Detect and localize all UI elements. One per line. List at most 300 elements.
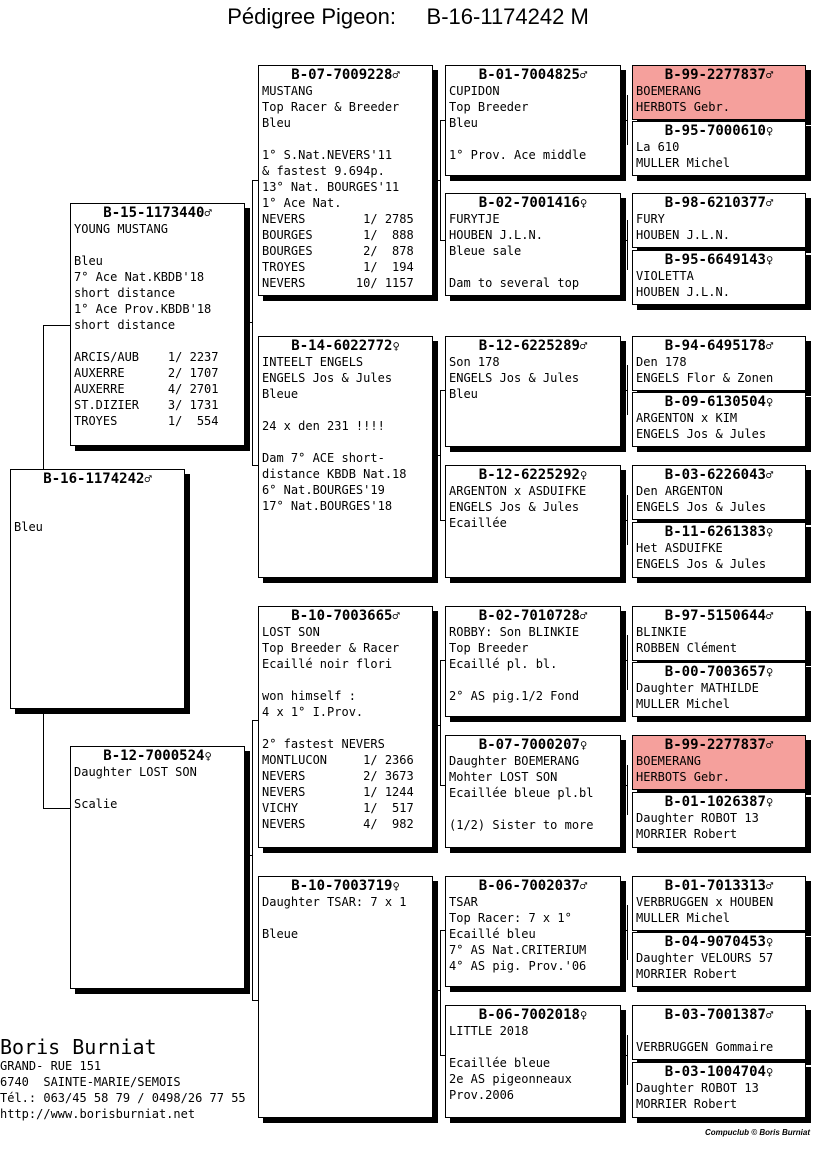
pigeon-card-g7	[632, 465, 806, 520]
connector	[620, 785, 628, 786]
connector	[620, 390, 628, 391]
detail-line: Dam 7° ACE short-	[262, 451, 385, 465]
ring-code: B-14-6022772	[291, 338, 393, 354]
ring-number	[633, 394, 805, 410]
detail-line	[262, 402, 432, 418]
pigeon-card-g16	[632, 1062, 806, 1118]
detail-line: Top Breeder	[449, 100, 529, 114]
detail-line: ARGENTON x ASDUIFKE	[449, 484, 587, 498]
detail-line: MULLER Michel	[636, 156, 730, 170]
pigeon-card-sdd	[445, 465, 621, 578]
connector	[627, 635, 628, 690]
detail-line: Bleue	[262, 387, 299, 401]
ring-code: B-06-7002037	[478, 878, 580, 894]
detail-line: ENGELS Jos & Jules	[636, 427, 767, 441]
connector	[432, 725, 441, 726]
detail-line: won himself :	[262, 689, 356, 703]
pigeon-details	[633, 624, 805, 656]
detail-line: Het ASDUIFKE	[636, 541, 723, 555]
pigeon-details	[633, 211, 805, 243]
ring-code: B-01-7013313	[664, 878, 766, 894]
detail-line: distance KBDB Nat.18	[262, 467, 407, 481]
detail-line: Ecaillée	[449, 516, 507, 530]
pigeon-card-g1	[632, 65, 806, 120]
detail-line: 2e AS pigeonneaux	[449, 1072, 572, 1086]
sex-icon: ♂	[765, 468, 774, 482]
detail-line: MUSTANG	[262, 84, 313, 98]
ring-number	[633, 608, 805, 624]
pigeon-card-g15	[632, 1005, 806, 1060]
pigeon-card-subject	[10, 469, 185, 709]
connector	[252, 720, 253, 1000]
detail-line: TROYES 1/ 554	[74, 414, 219, 428]
detail-line: ROBBY: Son BLINKIE	[449, 625, 580, 639]
detail-line	[449, 259, 620, 275]
sex-icon: ♂	[765, 1008, 774, 1022]
detail-line	[449, 1039, 620, 1055]
detail-line: HOUBEN J.L.N.	[449, 228, 543, 242]
pigeon-card-ssd	[445, 193, 621, 296]
sex-icon: ♀	[765, 665, 774, 679]
ring-code: B-12-6225289	[478, 338, 580, 354]
pigeon-card-g4	[632, 250, 806, 305]
detail-line: ST.DIZIER 3/ 1731	[74, 398, 219, 412]
detail-line	[262, 434, 432, 450]
pigeon-details	[446, 894, 620, 974]
connector	[440, 930, 441, 1055]
detail-line: 13° Nat. BOURGES'11	[262, 180, 400, 194]
pigeon-details	[71, 221, 244, 429]
detail-line: BOURGES 2/ 878	[262, 244, 414, 258]
ring-number	[633, 1064, 805, 1080]
ring-number	[11, 471, 184, 487]
sex-icon: ♀	[392, 339, 400, 353]
pigeon-card-g3	[632, 193, 806, 248]
pigeon-card-sire	[70, 203, 245, 446]
sex-icon: ♂	[765, 879, 774, 893]
detail-line: Ecaillé pl. bl.	[449, 657, 558, 671]
pigeon-details	[633, 1023, 805, 1055]
connector	[440, 660, 441, 785]
sex-icon: ♂	[144, 472, 152, 486]
ring-code: B-03-6226043	[664, 467, 766, 483]
detail-line: ENGELS Jos & Jules	[636, 557, 767, 571]
detail-line	[74, 780, 244, 796]
detail-line: INTEELT ENGELS	[262, 355, 364, 369]
detail-line: MORRIER Robert	[636, 827, 738, 841]
detail-line: HERBOTS Gebr.	[636, 770, 730, 784]
ring-number	[446, 67, 620, 83]
detail-line: ENGELS Jos & Jules	[449, 500, 580, 514]
detail-line: 6° Nat.BOURGES'19	[262, 483, 385, 497]
sex-icon: ♂	[579, 609, 588, 623]
sex-icon: ♂	[765, 196, 774, 210]
pigeon-details	[446, 1023, 620, 1103]
ring-code: B-12-6225292	[478, 467, 580, 483]
detail-line: 7° AS Nat.CRITERIUM	[449, 943, 587, 957]
pigeon-details	[259, 894, 432, 942]
ring-number	[633, 934, 805, 950]
pigeon-card-g2	[632, 121, 806, 176]
detail-line: VIOLETTA	[636, 269, 694, 283]
pigeon-details	[446, 83, 620, 163]
pigeon-details	[633, 950, 805, 982]
detail-line: short distance	[74, 286, 176, 300]
detail-line	[74, 333, 244, 349]
connector	[620, 930, 628, 931]
pigeon-details	[446, 354, 620, 402]
detail-line: Scalie	[74, 797, 118, 811]
detail-line: Dam to several top	[449, 276, 580, 290]
detail-line: (1/2) Sister to more	[449, 818, 594, 832]
connector	[43, 808, 71, 809]
detail-line: Ecaillé noir flori	[262, 657, 393, 671]
sex-icon: ♂	[765, 68, 774, 82]
detail-line: BOURGES 1/ 888	[262, 228, 414, 242]
ring-number	[633, 794, 805, 810]
sex-icon: ♂	[204, 206, 212, 220]
ring-code: B-04-9070453	[664, 934, 766, 950]
detail-line: YOUNG MUSTANG	[74, 222, 168, 236]
detail-line: NEVERS 1/ 2785	[262, 212, 414, 226]
detail-line: Daughter ROBOT 13	[636, 1081, 759, 1095]
detail-line: ENGELS Jos & Jules	[449, 371, 580, 385]
ring-number	[633, 252, 805, 268]
detail-line: Daughter BOEMERANG	[449, 754, 580, 768]
pigeon-card-g14	[632, 932, 806, 987]
pigeon-card-sds	[445, 336, 621, 447]
pigeon-card-dss	[445, 606, 621, 717]
detail-line: 1° Ace Nat.	[262, 196, 342, 210]
sex-icon: ♀	[392, 879, 400, 893]
pigeon-card-sd	[258, 336, 433, 578]
pigeon-card-dds	[445, 876, 621, 987]
ring-code: B-02-7001416	[478, 195, 580, 211]
sex-icon: ♀	[765, 124, 774, 138]
ring-code: B-03-1004704	[664, 1064, 766, 1080]
sex-icon: ♂	[579, 68, 588, 82]
ring-number	[71, 205, 244, 221]
detail-line: Daughter TSAR: 7 x 1	[262, 895, 407, 909]
sex-icon: ♀	[579, 196, 588, 210]
pigeon-card-dsd	[445, 735, 621, 848]
detail-line: HOUBEN J.L.N.	[636, 285, 730, 299]
detail-line	[262, 672, 432, 688]
pigeon-card-dd	[258, 876, 433, 1118]
sex-icon: ♀	[579, 738, 588, 752]
detail-line: Bleu	[449, 116, 478, 130]
ring-number	[446, 338, 620, 354]
detail-line: CUPIDON	[449, 84, 500, 98]
detail-line: BOEMERANG	[636, 84, 702, 98]
detail-line: LITTLE 2018	[449, 1024, 529, 1038]
detail-line: Ecaillée bleue pl.bl	[449, 786, 594, 800]
detail-line: NEVERS 10/ 1157	[262, 276, 414, 290]
detail-line: VERBRUGGEN x HOUBEN	[636, 895, 774, 909]
ring-code: B-15-1173440	[103, 205, 205, 221]
connector	[620, 240, 628, 241]
detail-line: ARGENTON x KIM	[636, 411, 738, 425]
detail-line: Den ARGENTON	[636, 484, 723, 498]
pigeon-card-g10	[632, 662, 806, 717]
pigeon-details	[446, 624, 620, 704]
pigeon-details	[633, 410, 805, 442]
detail-line: NEVERS 2/ 3673	[262, 769, 414, 783]
pigeon-card-g13	[632, 876, 806, 931]
sex-icon: ♀	[765, 395, 774, 409]
sex-icon: ♀	[204, 749, 212, 763]
detail-line: TROYES 1/ 194	[262, 260, 414, 274]
sex-icon: ♂	[765, 609, 774, 623]
connector	[627, 220, 628, 270]
connector	[627, 765, 628, 815]
pigeon-details	[633, 810, 805, 842]
connector	[432, 990, 441, 991]
detail-line: Daughter VELOURS 57	[636, 951, 774, 965]
detail-line: Prov.2006	[449, 1088, 515, 1102]
connector	[432, 180, 441, 181]
detail-line	[449, 672, 620, 688]
pigeon-details	[259, 624, 432, 832]
sex-icon: ♀	[765, 1065, 774, 1079]
connector	[620, 1055, 628, 1056]
page-title: Pédigree Pigeon: B-16-1174242 M	[227, 4, 589, 29]
ring-number	[633, 67, 805, 83]
pigeon-card-g5	[632, 336, 806, 391]
pigeon-details	[11, 487, 184, 535]
detail-line: Bleu	[74, 254, 103, 268]
ring-number	[259, 608, 432, 624]
pigeon-card-g6	[632, 392, 806, 447]
connector	[620, 120, 628, 121]
pigeon-card-sss	[445, 65, 621, 176]
detail-line: Ecaillée bleue	[449, 1056, 551, 1070]
detail-line: 4° AS pig. Prov.'06	[449, 959, 587, 973]
pigeon-details	[633, 680, 805, 712]
footer-credit: Compuclub © Boris Burniat	[704, 1128, 810, 1137]
connector	[432, 455, 441, 456]
ring-code: B-01-7004825	[478, 67, 580, 83]
detail-line: MONTLUCON 1/ 2366	[262, 753, 414, 767]
detail-line	[14, 487, 184, 503]
pigeon-details	[633, 268, 805, 300]
breeder-address: GRAND- RUE 151	[0, 1059, 102, 1073]
sex-icon: ♂	[765, 339, 774, 353]
ring-code: B-94-6495178	[664, 338, 766, 354]
pigeon-details	[633, 1080, 805, 1112]
ring-number	[633, 467, 805, 483]
ring-code: B-16-1174242	[43, 471, 145, 487]
detail-line: Daughter MATHILDE	[636, 681, 759, 695]
sex-icon: ♂	[392, 609, 400, 623]
pigeon-details	[633, 83, 805, 115]
detail-line: 1° Ace Prov.KBDB'18	[74, 302, 212, 316]
pigeon-details	[446, 753, 620, 833]
connector	[43, 708, 44, 808]
ring-code: B-99-2277837	[664, 737, 766, 753]
ring-number	[71, 748, 244, 764]
detail-line: Ecaillé bleu	[449, 927, 536, 941]
ring-number	[633, 1007, 805, 1023]
sex-icon: ♀	[765, 795, 774, 809]
ring-code: B-09-6130504	[664, 394, 766, 410]
sex-icon: ♀	[765, 935, 774, 949]
detail-line: FURYTJE	[449, 212, 500, 226]
ring-number	[446, 467, 620, 483]
connector	[620, 660, 628, 661]
detail-line: Daughter LOST SON	[74, 765, 197, 779]
breeder-website-link[interactable]: http://www.borisburniat.net	[0, 1107, 196, 1121]
detail-line: Son 178	[449, 355, 500, 369]
detail-line: Daughter ROBOT 13	[636, 811, 759, 825]
detail-line	[14, 503, 184, 519]
pigeon-details	[633, 753, 805, 785]
breeder-name: Boris Burniat	[0, 1035, 157, 1059]
pigeon-card-g8	[632, 522, 806, 578]
pigeon-details	[446, 211, 620, 291]
pigeon-details	[633, 540, 805, 572]
ring-number	[446, 737, 620, 753]
detail-line: TSAR	[449, 895, 478, 909]
ring-number	[633, 737, 805, 753]
ring-code: B-95-6649143	[664, 252, 766, 268]
ring-code: B-03-7001387	[664, 1007, 766, 1023]
detail-line: LOST SON	[262, 625, 320, 639]
ring-code: B-12-7000524	[103, 748, 205, 764]
pigeon-card-g12	[632, 792, 806, 848]
ring-number	[633, 123, 805, 139]
detail-line: Bleue	[262, 927, 299, 941]
ring-number	[446, 195, 620, 211]
ring-number	[259, 338, 432, 354]
detail-line: La 610	[636, 140, 680, 154]
ring-number	[446, 878, 620, 894]
detail-line: MULLER Michel	[636, 697, 730, 711]
pigeon-details	[446, 483, 620, 531]
detail-line: 4 x 1° I.Prov.	[262, 705, 364, 719]
ring-code: B-00-7003657	[664, 664, 766, 680]
ring-code: B-97-5150644	[664, 608, 766, 624]
connector	[43, 325, 44, 470]
sex-icon: ♀	[765, 253, 774, 267]
detail-line: Bleu	[14, 520, 43, 534]
detail-line: ROBBEN Clément	[636, 641, 738, 655]
ring-code: B-06-7002018	[478, 1007, 580, 1023]
ring-number	[446, 1007, 620, 1023]
detail-line: MULLER Michel	[636, 911, 730, 925]
detail-line: Bleue sale	[449, 244, 522, 258]
detail-line: ENGELS Flor & Zonen	[636, 371, 774, 385]
connector	[620, 520, 628, 521]
sex-icon: ♂	[579, 339, 588, 353]
ring-code: B-99-2277837	[664, 67, 766, 83]
connector	[43, 325, 71, 326]
detail-line	[636, 1023, 805, 1039]
detail-line: 24 x den 231 !!!!	[262, 419, 385, 433]
ring-code: B-95-7000610	[664, 123, 766, 139]
pigeon-card-g11	[632, 735, 806, 790]
sex-icon: ♀	[765, 525, 774, 539]
detail-line: & fastest 9.694p.	[262, 164, 385, 178]
ring-number	[633, 338, 805, 354]
detail-line: Bleu	[262, 116, 291, 130]
detail-line	[449, 131, 620, 147]
ring-number	[633, 195, 805, 211]
pigeon-details	[633, 354, 805, 386]
detail-line: MORRIER Robert	[636, 967, 738, 981]
pigeon-card-dam	[70, 746, 245, 989]
pigeon-card-ss	[258, 65, 433, 296]
detail-line	[262, 131, 432, 147]
sex-icon: ♂	[392, 68, 400, 82]
detail-line: FURY	[636, 212, 665, 226]
sex-icon: ♂	[765, 738, 774, 752]
detail-line: HERBOTS Gebr.	[636, 100, 730, 114]
detail-line: Top Breeder & Racer	[262, 641, 400, 655]
breeder-phone: Tél.: 063/45 58 79 / 0498/26 77 55	[0, 1091, 246, 1105]
detail-line	[449, 801, 620, 817]
sex-icon: ♀	[579, 1008, 588, 1022]
ring-code: B-98-6210377	[664, 195, 766, 211]
detail-line: BOEMERANG	[636, 754, 702, 768]
ring-number	[633, 664, 805, 680]
sex-icon: ♀	[579, 468, 588, 482]
detail-line: ARCIS/AUB 1/ 2237	[74, 350, 219, 364]
detail-line	[74, 237, 244, 253]
ring-code: B-11-6261383	[664, 524, 766, 540]
pigeon-card-ds	[258, 606, 433, 848]
detail-line: 17° Nat.BOURGES'18	[262, 499, 393, 513]
pigeon-details	[71, 764, 244, 812]
pigeon-details	[633, 139, 805, 171]
detail-line: ENGELS Jos & Jules	[262, 371, 393, 385]
detail-line: NEVERS 4/ 982	[262, 817, 414, 831]
ring-number	[259, 878, 432, 894]
ring-code: B-07-7009228	[291, 67, 393, 83]
pigeon-details	[633, 894, 805, 926]
ring-code: B-02-7010728	[478, 608, 580, 624]
detail-line: Top Racer: 7 x 1°	[449, 911, 572, 925]
detail-line: 1° S.Nat.NEVERS'11	[262, 148, 393, 162]
detail-line	[262, 910, 432, 926]
detail-line: AUXERRE 4/ 2701	[74, 382, 219, 396]
detail-line: AUXERRE 2/ 1707	[74, 366, 219, 380]
pigeon-card-g9	[632, 606, 806, 661]
connector	[627, 905, 628, 960]
detail-line: 7° Ace Nat.KBDB'18	[74, 270, 205, 284]
breeder-city: 6740 SAINTE-MARIE/SEMOIS	[0, 1075, 181, 1089]
detail-line: Bleu	[449, 387, 478, 401]
detail-line: Den 178	[636, 355, 687, 369]
detail-line: short distance	[74, 318, 176, 332]
pigeon-card-ddd	[445, 1005, 621, 1118]
detail-line: 1° Prov. Ace middle	[449, 148, 587, 162]
ring-number	[633, 524, 805, 540]
ring-code: B-07-7000207	[478, 737, 580, 753]
detail-line: VICHY 1/ 517	[262, 801, 414, 815]
detail-line: MORRIER Robert	[636, 1097, 738, 1111]
connector	[627, 1035, 628, 1085]
sex-icon: ♂	[579, 879, 588, 893]
detail-line: ENGELS Jos & Jules	[636, 500, 767, 514]
detail-line: 2° AS pig.1/2 Fond	[449, 689, 580, 703]
detail-line	[262, 720, 432, 736]
detail-line: 2° fastest NEVERS	[262, 737, 385, 751]
pigeon-details	[259, 354, 432, 514]
detail-line: Mohter LOST SON	[449, 770, 558, 784]
detail-line: Top Breeder	[449, 641, 529, 655]
detail-line: VERBRUGGEN Gommaire	[636, 1040, 774, 1054]
